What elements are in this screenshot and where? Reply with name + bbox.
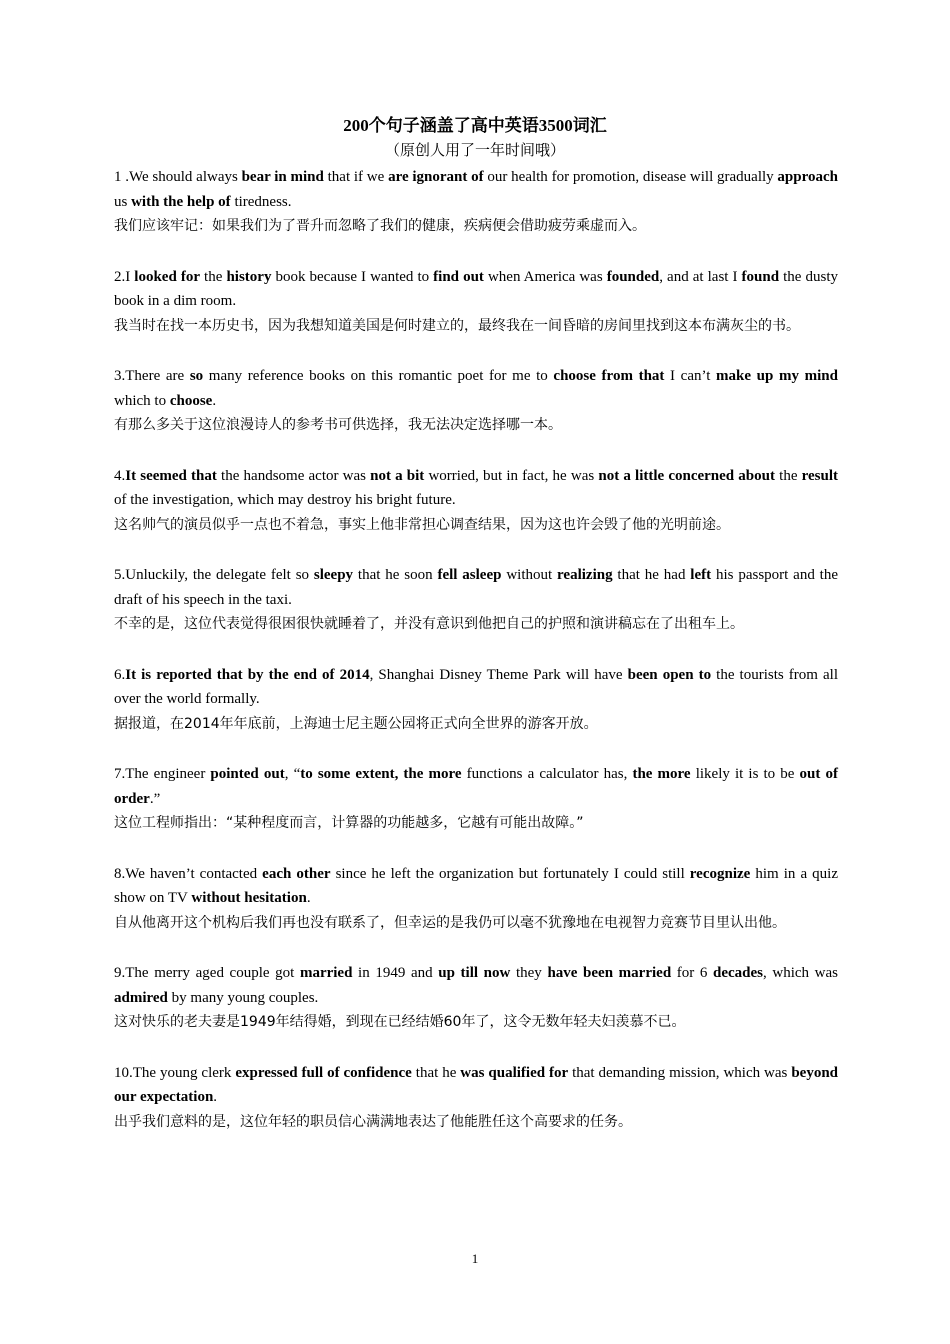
sentence-text: 2.I: [114, 268, 135, 285]
key-phrase: the more: [632, 766, 691, 782]
sentence-text: book because I wanted to: [271, 268, 434, 285]
document-subtitle: （原创人用了一年时间哦）: [384, 143, 565, 159]
key-phrase: up till now: [438, 965, 511, 981]
key-phrase: out of order: [114, 766, 838, 807]
sentence-text: him in a quiz show on TV: [114, 865, 838, 906]
sentence-text: many reference books on this romantic poet for me to: [203, 368, 554, 384]
key-phrase: expressed full of confidence: [235, 1064, 412, 1081]
key-phrase: with the help of: [131, 193, 231, 210]
sentence-text: 7.The engineer: [114, 766, 211, 782]
key-phrase: realizing: [557, 567, 613, 583]
sentence-item: [114, 663, 838, 737]
key-phrase: to some extent, the more: [300, 766, 462, 782]
key-phrase: not a bit: [370, 467, 425, 484]
document-title: 200个句子涵盖了高中英语3500词汇: [343, 116, 607, 135]
key-phrase: was qualified for: [460, 1064, 569, 1081]
chinese-translation: 我们应该牢记：如果我们为了晋升而忽略了我们的健康，疾病便会借助疲劳乘虚而入。: [114, 218, 646, 234]
sentence-text: that he had: [612, 567, 691, 583]
sentence-text: for 6: [671, 965, 714, 981]
key-phrase: make up my mind: [716, 368, 838, 384]
sentence-text: the dusty book in a dim room.: [114, 268, 838, 309]
key-phrase: choose from that: [553, 368, 665, 384]
chinese-translation: 这对快乐的老夫妻是1949年结得婚，到现在已经结婚60年了，这令无数年轻夫妇羡慕不已。: [114, 1014, 686, 1030]
key-phrase: are ignorant of: [388, 169, 484, 185]
sentence-text: since he left the organization but fortunately I could still: [330, 865, 690, 882]
sentence-text: without: [501, 567, 558, 583]
sentence-text: 3.There are: [114, 368, 190, 384]
sentence-text: 4.: [114, 467, 126, 484]
sentence-text: the handsome actor was: [216, 467, 371, 484]
sentence-text: our health for promotion, disease will gradually: [483, 169, 778, 185]
sentence-text: 6.: [114, 666, 126, 683]
key-phrase: founded: [606, 268, 660, 285]
sentence-item: [114, 563, 838, 637]
sentence-text: of the investigation, which may destroy his bright future.: [114, 492, 456, 508]
key-phrase: been open to: [627, 666, 712, 683]
key-phrase: approach: [777, 169, 838, 185]
sentence-text: the: [775, 467, 802, 484]
sentence-text: 10.The young clerk: [114, 1064, 236, 1081]
sentence-text: which to: [114, 392, 170, 409]
english-sentence: [114, 961, 838, 1010]
english-sentence: [114, 165, 838, 214]
key-phrase: looked for: [134, 268, 201, 285]
key-phrase: bear in mind: [241, 169, 324, 185]
sentence-text: that demanding mission, which was: [568, 1064, 792, 1081]
key-phrase: choose: [169, 392, 213, 409]
sentence-text: the: [200, 268, 227, 285]
sentence-text: .: [213, 1089, 218, 1105]
english-sentence: [114, 762, 838, 811]
chinese-translation: 我当时在找一本历史书，因为我想知道美国是何时建立的，最终我在一间昏暗的房间里找到这本布满灰尘的书。: [114, 317, 800, 334]
sentence-text: the tourists from all over the world formally.: [114, 666, 838, 707]
english-sentence: [114, 563, 838, 612]
sentence-text: functions a calculator has,: [461, 766, 633, 782]
sentence-item: [114, 165, 838, 239]
key-phrase: history: [226, 268, 272, 285]
key-phrase: married: [299, 965, 353, 981]
chinese-translation: 不幸的是，这位代表觉得很困很快就睡着了，并没有意识到他把自己的护照和演讲稿忘在了出租车上。: [114, 616, 744, 632]
chinese-translation: 自从他离开这个机构后我们再也没有联系了，但幸运的是我仍可以毫不犹豫地在电视智力竞赛节目里认出他。: [114, 914, 786, 931]
english-sentence: [114, 862, 838, 911]
page-number: 1: [471, 1251, 479, 1266]
sentence-text: his passport and the draft of his speech in the taxi.: [114, 567, 839, 608]
key-phrase: have been married: [547, 965, 672, 981]
sentence-text: that if we: [323, 169, 389, 185]
key-phrase: found: [741, 268, 780, 285]
chinese-translation: 这位工程师指出：“某种程度而言，计算器的功能越多，它越有可能出故障。”: [114, 815, 584, 831]
key-phrase: fell asleep: [437, 567, 502, 583]
sentence-text: that he soon: [353, 567, 438, 583]
sentence-text: 5.Unluckily, the delegate felt so: [114, 567, 314, 583]
key-phrase: decades: [713, 965, 764, 981]
sentence-text: likely it is to be: [690, 766, 800, 782]
sentence-text: tiredness.: [230, 193, 292, 210]
sentence-text: 1 .We should always: [114, 169, 242, 185]
english-sentence: [114, 663, 838, 712]
key-phrase: sleepy: [313, 567, 354, 583]
sentence-text: I can’t: [664, 368, 717, 384]
sentence-item: [114, 464, 838, 538]
sentence-item: [114, 1061, 838, 1135]
sentence-text: that he: [411, 1064, 461, 1081]
english-sentence: [114, 364, 838, 413]
sentence-text: worried, but in fact, he was: [424, 467, 599, 484]
key-phrase: not a little concerned about: [598, 467, 775, 484]
sentence-text: , and at last I: [659, 268, 742, 285]
sentence-text: 8.We haven’t contacted: [114, 865, 263, 882]
sentence-item: [114, 364, 838, 438]
key-phrase: result: [801, 467, 839, 484]
chinese-translation: 出乎我们意料的是，这位年轻的职员信心满满地表达了他能胜任这个高要求的任务。: [114, 1113, 632, 1130]
key-phrase: left: [690, 567, 712, 583]
sentence-text: , Shanghai Disney Theme Park will have: [369, 666, 628, 683]
sentence-text: .: [212, 392, 217, 409]
sentence-list: [114, 165, 838, 1160]
english-sentence: [114, 265, 838, 314]
key-phrase: It seemed that: [125, 467, 217, 484]
sentence-text: by many young couples.: [167, 989, 319, 1006]
sentence-item: [114, 762, 838, 836]
sentence-text: 9.The merry aged couple got: [114, 965, 300, 981]
sentence-text: in 1949 and: [352, 965, 439, 981]
chinese-translation: 有那么多关于这位浪漫诗人的参考书可供选择，我无法决定选择哪一本。: [114, 417, 562, 433]
sentence-item: [114, 961, 838, 1035]
sentence-text: they: [510, 965, 548, 981]
chinese-translation: 这名帅气的演员似乎一点也不着急，事实上他非常担心调查结果，因为这也许会毁了他的光明前途。: [114, 516, 730, 533]
key-phrase: admired: [114, 989, 168, 1006]
chinese-translation: 据报道，在2014年年底前，上海迪士尼主题公园将正式向全世界的游客开放。: [114, 715, 598, 732]
english-sentence: [114, 464, 838, 513]
key-phrase: beyond our expectation: [114, 1064, 838, 1105]
key-phrase: find out: [433, 268, 484, 285]
key-phrase: recognize: [689, 865, 751, 882]
key-phrase: so: [189, 368, 204, 384]
sentence-item: [114, 265, 838, 339]
sentence-text: .”: [149, 790, 161, 807]
sentence-text: .: [306, 890, 311, 906]
sentence-text: , which was: [763, 965, 838, 981]
sentence-text: , “: [284, 766, 301, 782]
key-phrase: pointed out: [210, 766, 285, 782]
key-phrase: It is reported that by the end of 2014: [125, 666, 370, 683]
key-phrase: each other: [262, 865, 331, 882]
english-sentence: [114, 1061, 838, 1110]
key-phrase: without hesitation: [191, 890, 307, 906]
sentence-text: us: [114, 193, 132, 210]
sentence-text: when America was: [483, 268, 607, 285]
sentence-item: [114, 862, 838, 936]
